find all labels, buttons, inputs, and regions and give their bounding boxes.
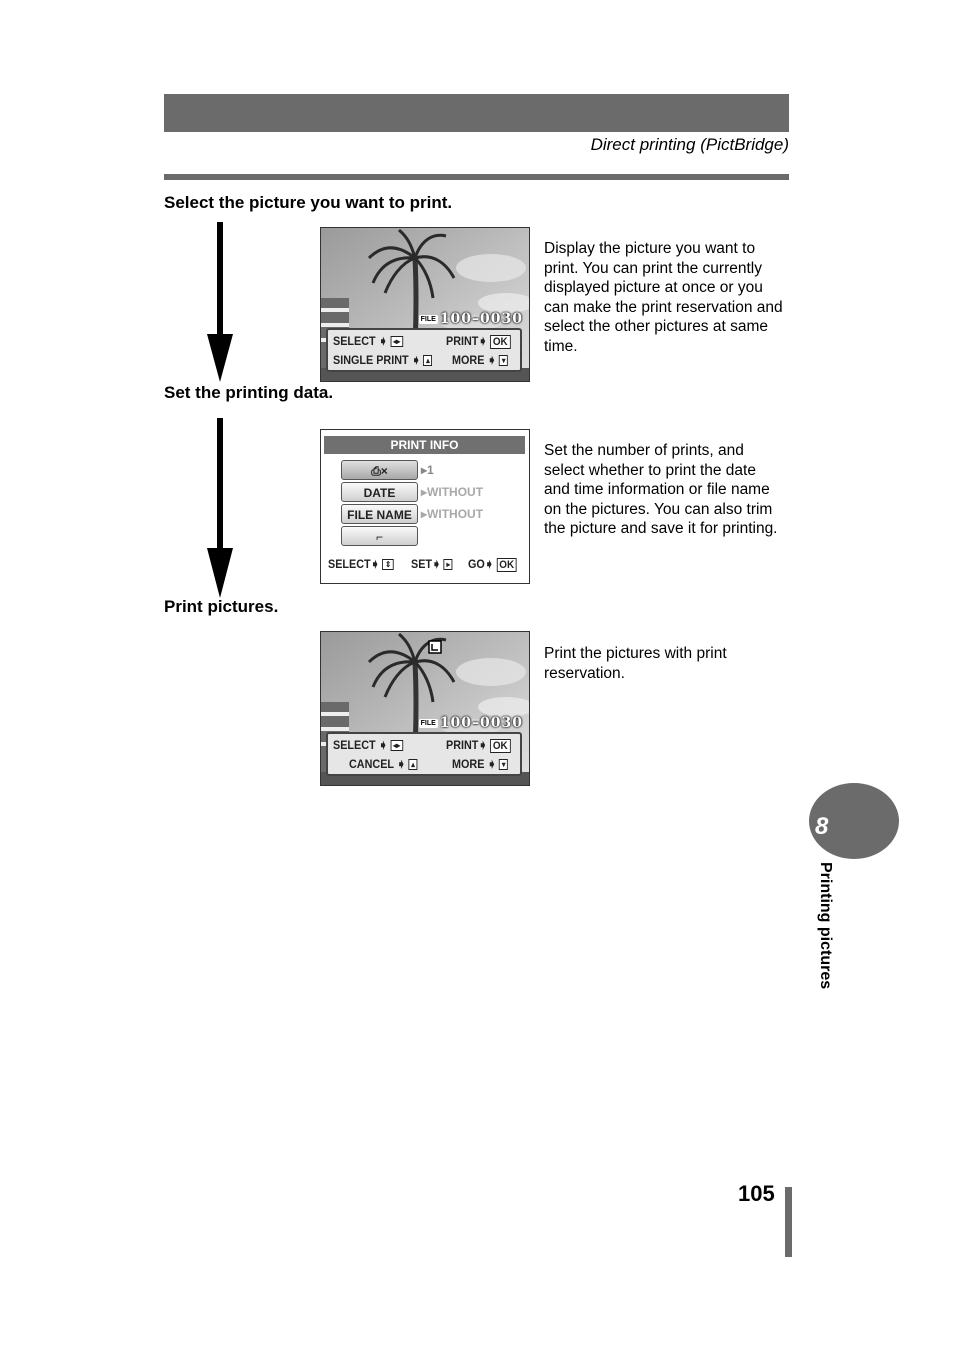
header-rule — [164, 174, 789, 180]
page-number: 105 — [738, 1181, 775, 1206]
menu-item-trim[interactable] — [341, 526, 418, 546]
chapter-number: 8 — [815, 813, 829, 840]
select-hint: SELECT ➧ ◂▸ — [333, 334, 403, 348]
date-label: DATE — [363, 486, 396, 500]
chapter-label: Printing pictures — [817, 862, 834, 990]
file-name-value: ▸WITHOUT — [421, 507, 484, 521]
ok-key-icon: OK — [490, 739, 510, 753]
up-key-icon: ▴ — [409, 759, 418, 770]
select-label: SELECT — [333, 738, 376, 752]
footer-set-label: SET — [411, 557, 433, 571]
step-3-heading: Print pictures. — [164, 597, 279, 616]
cancel-label: CANCEL — [349, 757, 394, 771]
print-reservation-icon — [429, 641, 441, 653]
down-arrow-icon — [204, 418, 236, 598]
print-label: PRINT — [446, 738, 479, 752]
down-key-icon: ▾ — [499, 355, 508, 366]
date-value-text: WITHOUT — [427, 485, 484, 499]
select-hint: SELECT ➧ ◂▸ — [333, 738, 403, 752]
step-1-description: Display the picture you want to print. You can print the currently displayed picture at once or you can make the print reservation and select the other pictures at same time. — [544, 240, 783, 355]
up-down-keys-icon: ⇕ — [382, 559, 393, 570]
single-print-hint: SINGLE PRINT ➧ ▴ — [333, 353, 432, 367]
file-number — [419, 715, 523, 731]
trim-icon: ⌐ — [375, 530, 383, 544]
footer-go-hint: GO➧ OK — [468, 557, 517, 572]
file-badge: FILE — [420, 719, 436, 727]
file-number-text: 100–0030 — [439, 715, 523, 731]
cancel-hint: CANCEL ➧ ▴ — [349, 757, 418, 771]
ok-key-icon: OK — [490, 335, 510, 349]
quantity-value: ▸1 — [421, 463, 434, 477]
header-bar — [164, 94, 789, 132]
camera-screen-print — [320, 631, 530, 786]
step-1-heading: Select the picture you want to print. — [164, 193, 453, 212]
more-hint: MORE ➧ ▾ — [452, 757, 508, 771]
file-name-value-text: WITHOUT — [427, 507, 484, 521]
menu-item-quantity[interactable] — [341, 460, 418, 480]
file-name-label: FILE NAME — [347, 508, 412, 522]
up-key-icon: ▴ — [423, 355, 432, 366]
more-label: MORE — [452, 757, 485, 771]
menu-item-date[interactable] — [341, 482, 418, 502]
print-hint: PRINT➧ OK — [446, 738, 510, 753]
print-quantity-icon: ⎙× — [371, 464, 388, 478]
date-value: ▸WITHOUT — [421, 485, 484, 499]
camera-screen-select — [320, 227, 530, 382]
select-label: SELECT — [333, 334, 376, 348]
right-key-icon: ▸ — [444, 559, 453, 570]
file-number — [419, 311, 523, 327]
file-badge: FILE — [420, 315, 436, 323]
footer-set-hint: SET➧ ▸ — [411, 557, 453, 571]
footer-go-label: GO — [468, 557, 485, 571]
more-label: MORE — [452, 353, 485, 367]
control-panel — [326, 328, 522, 372]
more-hint: MORE ➧ ▾ — [452, 353, 508, 367]
ok-key-icon: OK — [497, 558, 517, 572]
section-title: Direct printing (PictBridge) — [590, 135, 789, 154]
single-print-label: SINGLE PRINT — [333, 353, 409, 367]
print-info-title: PRINT INFO — [324, 436, 525, 454]
print-label: PRINT — [446, 334, 479, 348]
down-arrow-icon — [204, 222, 236, 382]
file-number-text: 100–0030 — [439, 311, 523, 327]
footer-select-hint: SELECT➧ ⇕ — [328, 557, 394, 571]
down-key-icon: ▾ — [499, 759, 508, 770]
quantity-value-text: 1 — [427, 463, 434, 477]
step-3-description: Print the pictures with print reservation. — [544, 645, 727, 682]
print-info-screen — [320, 429, 530, 584]
footer-select-label: SELECT — [328, 557, 371, 571]
step-2-heading: Set the printing data. — [164, 383, 334, 402]
step-2-description: Set the number of prints, and select whether to print the date and time information or file name on the pictures. You can also trim the picture and save it for printing. — [544, 442, 778, 537]
control-panel — [326, 732, 522, 776]
left-right-keys-icon: ◂▸ — [390, 740, 403, 751]
page-marker-bar — [785, 1187, 792, 1257]
left-right-keys-icon: ◂▸ — [390, 336, 403, 347]
menu-item-file-name[interactable] — [341, 504, 418, 524]
print-hint: PRINT➧ OK — [446, 334, 510, 349]
